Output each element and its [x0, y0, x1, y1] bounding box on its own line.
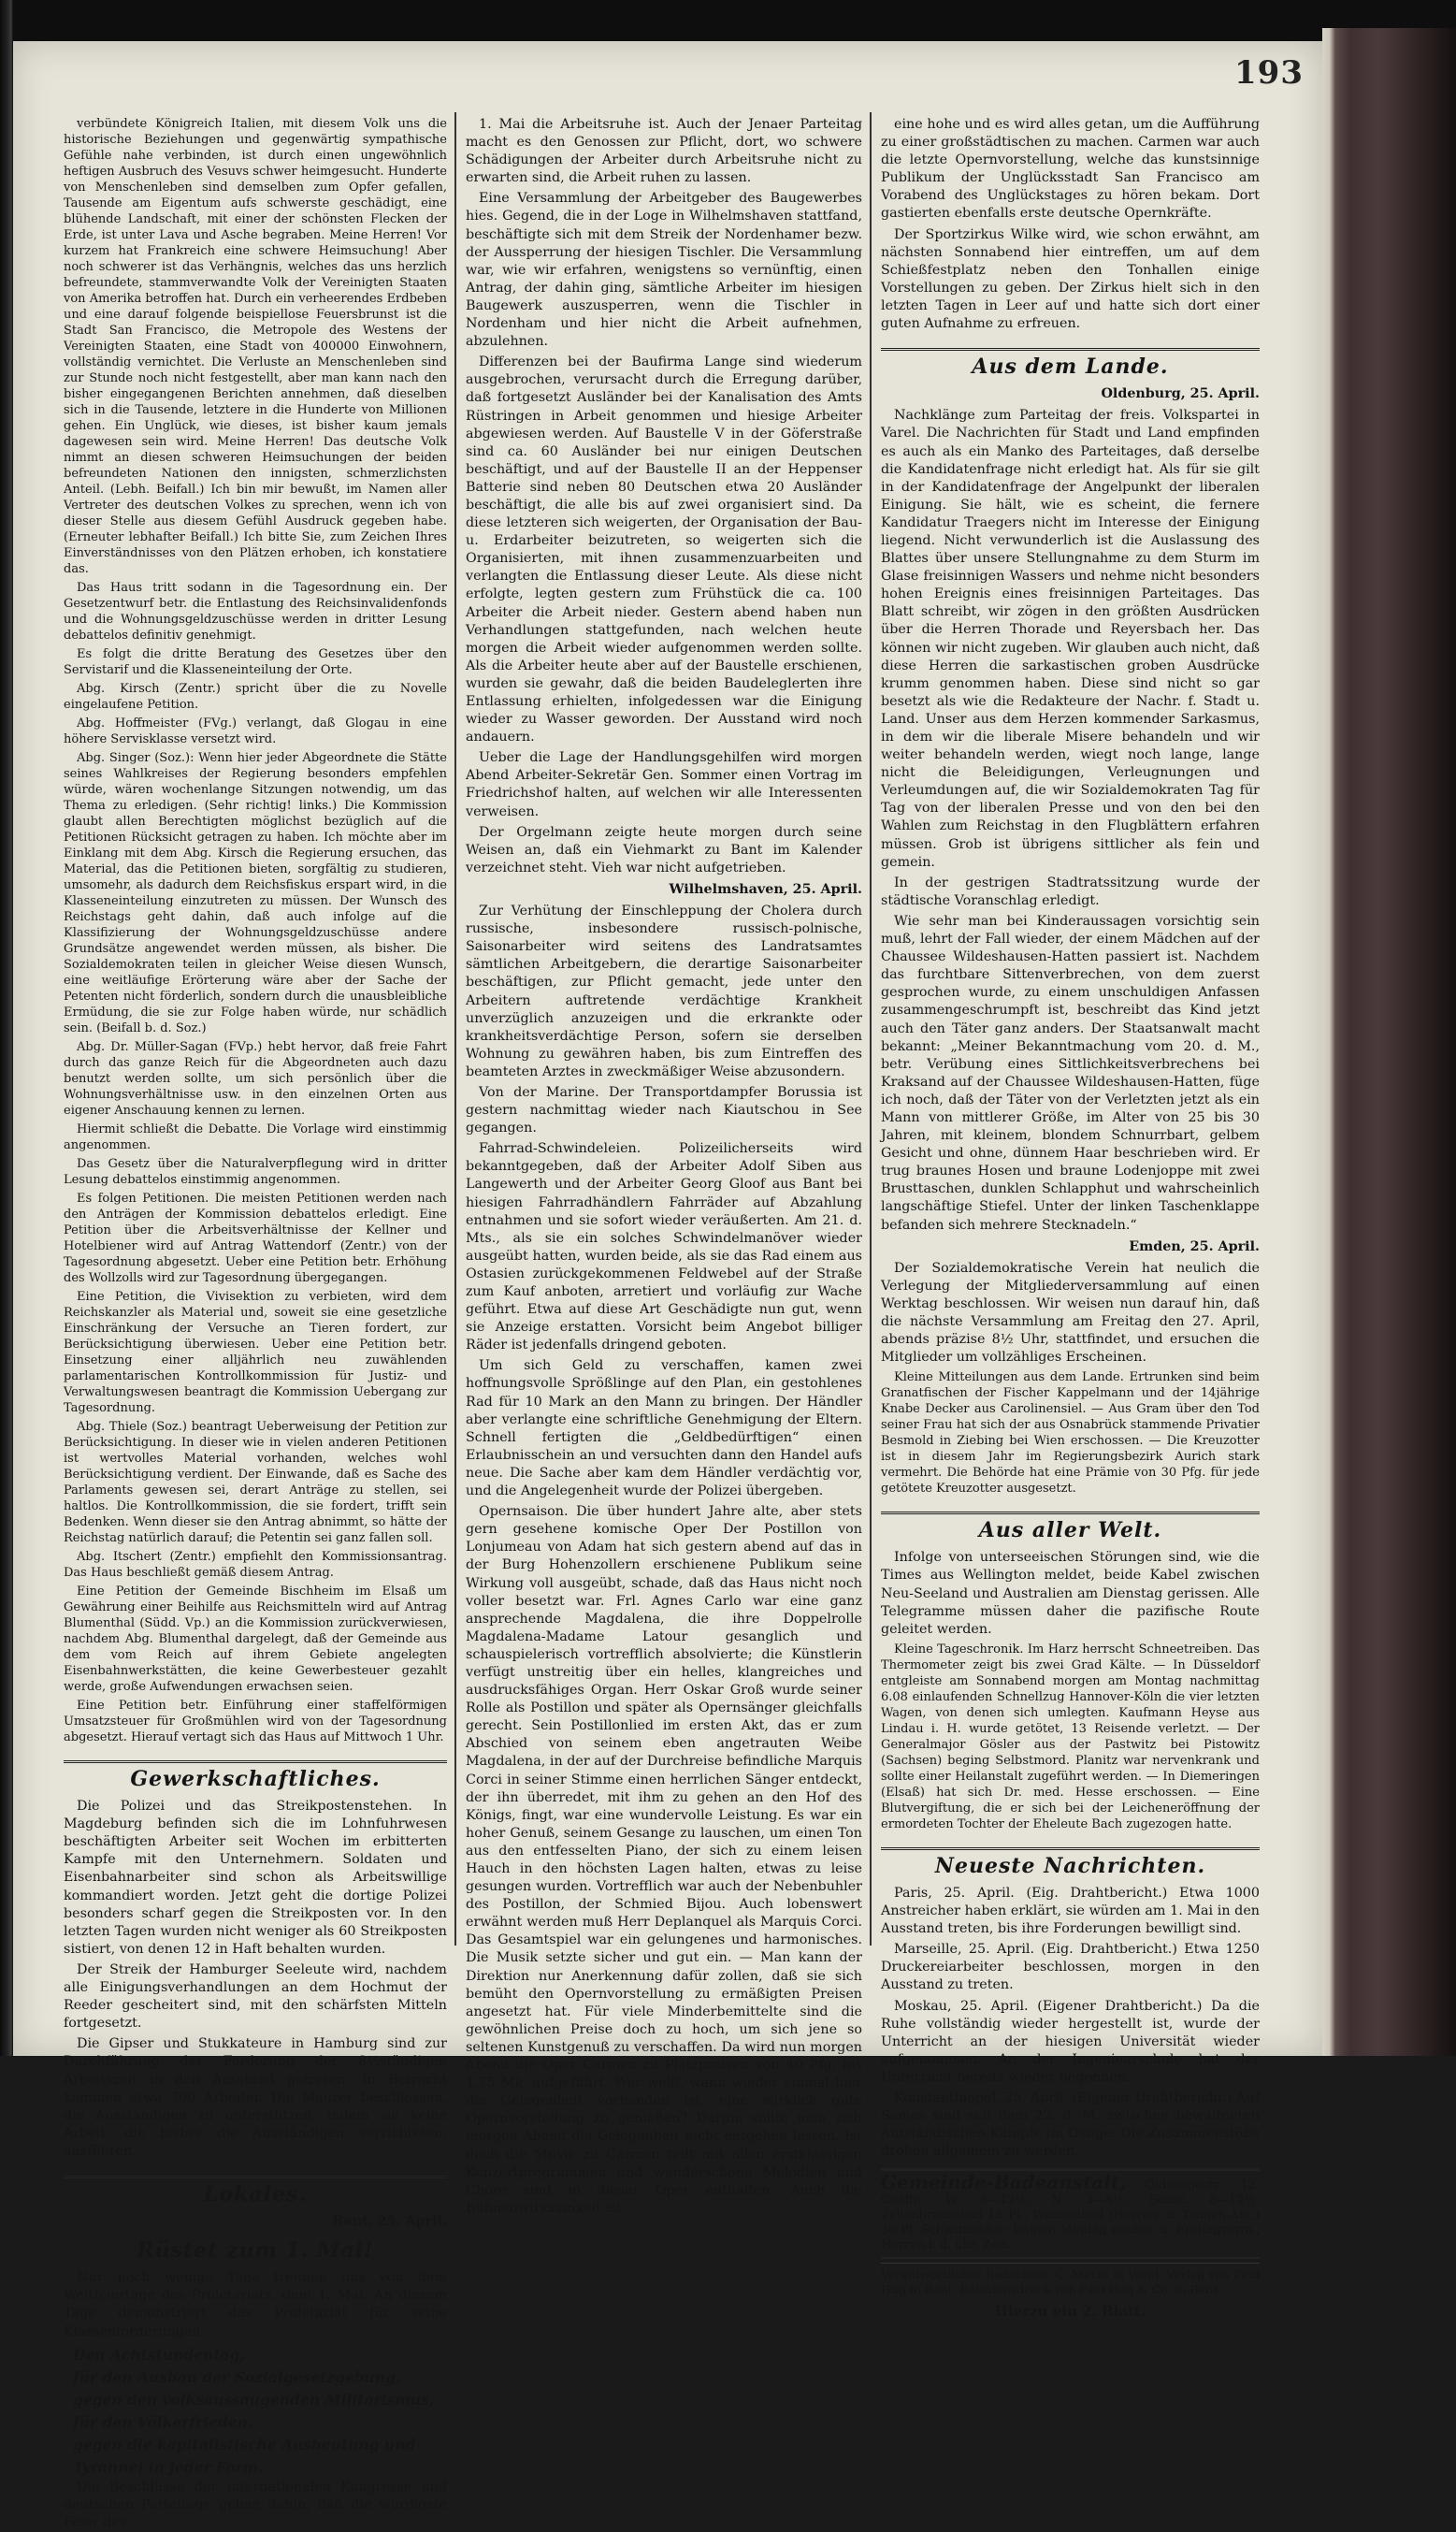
- dateline: Bant, 25. April.: [332, 2214, 447, 2230]
- article-text: Opernsaison. Die über hundert Jahre alte, aber stets gern gesehene komische Oper Der Postillon von Lonjumeau von Adam hat sich gestern abend auf das in der Burg Hohenzollern erschienene Publikum seine Wirkung voll ausgeübt, schade, daß das Haus nicht noch voller besetzt war. Frl. Agnes Carlo war eine ganz ansprechende Magdalena, die ihre Doppelrolle Magdalena-Madame Latour gesanglich und schauspielerisch vortrefflich absolvierte; die Künstlerin verfügt unstreitig über ein helles, klangreiches und ausdrucksfähiges Organ. Herr Oskar Groß wurde seiner Rolle als Postillon und später als Opernsänger gleichfalls gerecht. Sein Postillonlied im ersten Akt, das er zum Abschied von seinem eben angetrauten Weibe Magdalena, in der auf der Durchreise befindliche Marquis Corci in seiner Stimme einen herrlichen Sänger entdeckt, der ihn überredet, mit ihm zu gehen an den Hof des Königs, fingt, war eine wundervolle Leistung. Es war ein hoher Genuß, seinem Gesange zu lauschen, um einen Ton aus den entfesselten Piano, der sich zu einem leisen Hauch in den höchsten Lagen halten, etwas zu leise gesungen wurden. Vortrefflich war auch der Nebenbuhler des Postillon, der Schmied Bijou. Auch lobenswert erwähnt werden muß Herr Deplanquel als Marquis Corci. Das Gesamtspiel war ein gelungenes und harmonisches. Die Musik setzte sicher und gut ein. — Man kann der Direktion nur Anerkennung dafür zollen, daß sie sich bemüht den Opernvorstellung zu ermäßigten Preisen angesetzt hat. Für viele Minderbemittelte sind die gewöhnlichen Preise doch zu hoch, um sich jene so seltenen Kunstgenuß zu verschaffen. Da wird nun morgen Abend die Oper Carmen zu Platzpreisen von 40 Pfg. bis 1,75 Mk. aufgeführt. Wer weiß, wann wieder einmal hier die Gelegenheit vorhanden ist, eine wirklich gute Opernvorstellung zu genießen? Darum sollte man sich morgen Abend die Gelegenheit nicht entgehen lassen. Ist doch die Musik zu Carmen teilt mit allen erstklassigen Konzertprogrammen und wunderschöne Melodien und Chöre sind in dieser Oper enthalten. Auch die Bühnenwirksamkeit ist: [466, 1504, 862, 2216]
- book-binding: [1322, 28, 1456, 2056]
- article-text: Von der Marine. Der Transportdampfer Borussia ist gestern nachmittag wieder nach Kiautschou in See gegangen.: [466, 1084, 862, 1136]
- article-text: Kleine Mitteilungen aus dem Lande. Ertrunken sind beim Granatfischen der Fischer Kappelmann und der 14jährige Knabe Decker aus Carolinensiel. — Aus Gram über den Tod seiner Frau hat sich der aus Osnabrück stammende Privatier Besmold in Ziebing bei Wien erschossen. — Die Kreuzotter ist in diesem Jahr im Regierungsbezirk Aurich stark vermehrt. Die Behörde hat eine Prämie von 30 Pfg. für jede getötete Kreuzotter ausgesetzt.: [881, 1370, 1260, 1497]
- section-heading-neueste-nachrichten: Neueste Nachrichten.: [881, 1847, 1260, 1875]
- dateline: Emden, 25. April.: [1129, 1238, 1260, 1254]
- section-heading-aus-aller-welt: Aus aller Welt.: [881, 1512, 1260, 1540]
- ad-title: Gemeinde-Badeanstalt,: [881, 2171, 1127, 2194]
- article-text: Eine Petition betr. Einführung einer staffelförmigen Umsatzsteuer für Großmühlen wird von der Tagesordnung abgesetzt. Hierauf vertagt sich das Haus auf Mittwoch 1 Uhr.: [64, 1699, 447, 1744]
- article-text: Die Polizei und das Streikpostenstehen. In Magdeburg befinden sich die im Lohnfuhrwesen beschäftigten Arbeiter seit Wochen im erbitterten Kampfe mit den Unternehmern. Soldaten und Eisenbahnarbeiter sind schon als Arbeitswillige kommandiert worden. Jetzt geht die dortige Polizei besonders scharf gegen die Streikposten vor. In den letzten Tagen wurden nicht weniger als 60 Streikposten sistiert, von denen 12 in Haft behalten wurden.: [64, 1799, 447, 1957]
- article-text: Konstantinopel, 25. April. (Eigener Drahtbericht.) Auf Samos sind seit dem 22. d. M. zwischen bewaffneten Aufständischen Kämpfe im Gange. Die Zusammenstöße drohen allgemein zu werden.: [881, 2090, 1260, 2160]
- article-text: Abg. Hoffmeister (FVg.) verlangt, daß Glogau in eine höhere Servisklasse versetzt wird.: [64, 716, 447, 746]
- article-text: Fahrrad-Schwindeleien. Polizeilicherseits wird bekanntgegeben, daß der Arbeiter Adolf Siben aus Langewerth und der Arbeiter Georg Gloof aus Bant bei hiesigen Fahrradhändlern Fahrräder auf Abzahlung entnahmen und sie sofort wieder veräußerten. Am 21. d. Mts., als sie ein solches Schwindelmanöver wieder ausgeübt hatten, wurden beide, als sie das Rad einem aus Ostasien zurückgekommenen Feldwebel auf der Straße zum Kauf anboten, arretiert und vorläufig zur Wache geführt. Etwa auf diese Art Geschädigte nun gut, wenn sie Anzeige erstatten. Vorsicht beim Angebot billiger Räder ist jedenfalls dringend geboten.: [466, 1141, 862, 1353]
- demand-item: gegen die kapitalistische Ausbeutung und: [73, 2435, 416, 2453]
- article-text: verbündete Königreich Italien, mit diesem Volk uns die historische Beziehungen und gegenwärtig sympathische Gefühle nahe verbinden, ist durch einen ungewöhnlich heftigen Ausbruch des Vesuvs schwer heimgesucht. Hunderte von Menschenleben sind demselben zum Opfer gefallen, Tausende am Eigentum aufs schwerste geschädigt, eine blühende Landschaft, mit einer der schönsten Flecken der Erde, ist unter Lava und Asche begraben. Meine Herren! Vor kurzem hat Frankreich eine schwere Heimsuchung! Aber noch schwerer ist das Verhängnis, welches das uns herzlich befreundete, stammverwandte Volk der Vereinigten Staaten von Amerika betroffen hat. Durch ein verheerendes Erdbeben und eine darauf folgende beispiellose Feuersbrunst ist die Stadt San Francisco, die Metropole des Westens der Vereinigten Staaten, eine Stadt von 400000 Einwohnern, vollständig vernichtet. Die Verluste an Menschenleben sind zur Stunde noch nicht festgestellt, aber man kann nach den bisher eingegangenen Berichten annehmen, daß dieselben sich in die Tausende, letztere in die Hunderte von Millionen gehen. Ein Unglück, wie dieses, ist bisher kaum jemals dagewesen sein wird. Meine Herren! Das deutsche Volk nimmt an diesen schweren Heimsuchungen der beiden befreundeten Nationen den innigsten, schmerzlichsten Anteil. (Lebh. Beifall.) Ich bin mir bewußt, im Namen aller Vertreter des deutschen Volkes zu sprechen, wenn ich von dieser Stelle aus diesem Gefühl Ausdruck gegeben habe. (Erneuter lebhafter Beifall.) Ich bitte Sie, zum Zeichen Ihres Einverständnisses von den Plätzen erhoben, ich konstatiere das.: [64, 117, 447, 576]
- dateline: Wilhelmshaven, 25. April.: [669, 881, 862, 897]
- article-text: Abg. Kirsch (Zentr.) spricht über die zu Novelle eingelaufene Petition.: [64, 682, 447, 712]
- demand-item: für den Völkerfrieden,: [73, 2412, 253, 2431]
- demand-item: gegen den volksaussaugenden Militarismus,: [73, 2390, 435, 2409]
- article-text: Eine Petition, die Vivisektion zu verbieten, wird dem Reichskanzler als Material und, soweit sie eine gesetzliche Einschränkung der Versuche an Tieren fordert, zur Berücksichtigung überwiesen. Ueber eine Petition betr. Einsetzung einer alljährlich neu zuwählenden parlamentarischen Kontrollkommission für Justiz- und Verwaltungswesen beantragt die Kommission Uebergang zur Tagesordnung.: [64, 1290, 447, 1415]
- article-text: Der Orgelmann zeigte heute morgen durch seine Weisen an, daß ein Viehmarkt zu Bant im Kalender verzeichnet steht. Vieh war nicht aufgetrieben.: [466, 824, 862, 875]
- section-heading-lokales: Lokales.: [64, 2176, 447, 2204]
- section-heading-aus-dem-lande: Aus dem Lande.: [881, 348, 1260, 376]
- demands-list: [64, 2344, 447, 2479]
- article-text: Abg. Itschert (Zentr.) empfiehlt den Kommissionsantrag. Das Haus beschließt gemäß diesem Antrag.: [64, 1550, 447, 1580]
- column-1: [64, 116, 447, 2530]
- article-text: Nachklänge zum Parteitag der freis. Volkspartei in Varel. Die Nachrichten für Stadt und Land empfinden es auch als ein Manko des Parteitages, daß derselbe die Kandidatenfrage nicht erledigt hat. Als für sie gilt in der Kandidatenfrage der Angelpunkt der liberalen Einigung. Sie hält, wie es scheint, die fernere Kandidatur Traegers nicht im Interesse der Einigung liegend. Nicht verwunderlich ist die Auslassung des Blattes über unsere Stellungnahme zu dem Sturm im Glase freisinnigen Wassers und nehme nicht besonders hohen Ereignis eines freisinnigen Parteitages. Das Blatt schreibt, wir zögen in den größten Ausdrücken über die Herren Thorade und Reyersbach her. Das können wir nicht zugeben. Wir glauben auch nicht, daß diese Herren die sarkastischen groben Ausdrücke krumm genommen haben. Diese sind nicht so gar besetzt als wie die Redakteure der Nachr. f. Stadt u. Land. Unser aus dem Herzen kommender Sarkasmus, in dem wir die liberale Misere behandeln und wir weiter behandeln werden, wiegt noch lange, lange nicht die Beleidigungen, Verleugnungen und Verleumdungen auf, die wir Sozialdemokraten Tag für Tag von der liberalen Presse und von den bei den Wahlen zum Reichstag in den Flugblättern erfahren müssen. Grob ist übrigens sittlicher als fein und gemein.: [881, 408, 1260, 870]
- article-text: Das Gesetz über die Naturalverpflegung wird in dritter Lesung debattelos einstimmig angenommen.: [64, 1157, 447, 1187]
- article-text: Nur noch wenige Tage trennen uns von dem Weltfeiertage des Proletariats, dem 1. Mai. An diesem Tage demonstriert das Proletariat für seine Klassenforderungen: [64, 2270, 447, 2339]
- newspaper-page: [13, 41, 1322, 2530]
- article-text: Die Gipser und Stukkateure in Hamburg sind zur Durchführung der Forderung der 8½stündigen Arbeitszeit in den Ausstand getreten. In Betracht kommen etwa 700 Arbeiter. Die Maurer beschlossen, die Ausständigen zu unterstützen, indem sie keine Arbeit, die bisher die Ausständigen verrichteten, ausführen.: [64, 2036, 447, 2159]
- section-heading-gewerkschaftliches: Gewerkschaftliches.: [64, 1760, 447, 1788]
- article-text: eine hohe und es wird alles getan, um die Aufführung zu einer großstädtischen zu machen. Carmen war auch die letzte Opernvorstellung, welche das kunstsinnige Publikum der Unglücksstadt San Francisco am Vorabend des Unglückstages zu hören bekam. Dort gastierten ebenfalls erste deutsche Opernkräfte.: [881, 117, 1260, 222]
- advertisement-badeanstalt: [881, 2168, 1260, 2259]
- article-text: In der gestrigen Stadtratssitzung wurde der städtische Voranschlag erledigt.: [881, 875, 1260, 908]
- article-text: Hiermit schließt die Debatte. Die Vorlage wird einstimmig angenommen.: [64, 1122, 447, 1152]
- article-text: Abg. Singer (Soz.): Wenn hier jeder Abgeordnete die Stätte seines Wahlkreises der Regierung besonders empfehlen würde, wären wochenlange Sitzungen notwendig, um das Thema zu erledigen. (Sehr richtig! links.) Die Kommission glaubt allen Berechtigten möglichst bezüglich auf die Petitionen Rücksicht getragen zu haben. Ich möchte aber im Einklang mit dem Abg. Kirsch die Regierung ersuchen, das Material, das die Petitionen bieten, sorgfältig zu studieren, umsomehr, als dadurch dem Reichsfiskus erspart wird, in die Klasseneinteilung einzutreten zu müssen. Der Wunsch des Reichstags geht dahin, daß auch infolge auf die Klassifizierung der Wohnungsgeldzuschüsse andere Grundsätze angewendet werden müssen, als bisher. Die Sozialdemokraten teilen in gleicher Weise diesen Wunsch, eine weitläufige Erörterung wäre aber der Sache der Petenten nicht förderlich, sondern durch die unausbleibliche Ermüdung, die sie zur Folge haben würde, nur schädlich sein. (Beifall b. d. Soz.): [64, 751, 447, 1035]
- supplement-note: Hierzu ein 2. Blatt.: [994, 2303, 1146, 2321]
- demand-item: Den Achtstundentag,: [73, 2345, 245, 2364]
- article-text: Die Beschlüsse der internationalen Kongresse und deutschen Parteitage gehen dahin, daß die würdigste Feier des: [64, 2479, 447, 2530]
- article-headline: Rüstet zum 1. Mai!: [137, 2238, 374, 2264]
- article-text: 1. Mai die Arbeitsruhe ist. Auch der Jenaer Parteitag macht es den Genossen zur Pflicht, dort, wo schwere Schädigungen der Arbeiter durch Arbeitsruhe nicht zu erwarten sind, die Arbeit ruhen zu lassen.: [466, 117, 862, 186]
- imprint: Verantwortlicher Redakteur: C. Metze in Varel. Verlag von Paul Hug in Bant. Rotationsdruck von Paul Hug & Co. in Bant.: [881, 2263, 1260, 2297]
- demand-item: Tyrannei in jeder Form.: [73, 2457, 264, 2476]
- article-text: Moskau, 25. April. (Eigener Drahtbericht.) Da die Ruhe vollständig wieder hergestellt ist, wurde der Unterricht an der hiesigen Universität wieder aufgenommen. An der Ingenieurschule hat der Unterricht bereits wieder begonnen.: [881, 1998, 1260, 2085]
- demand-item: für den Ausbau der Sozialgesetzgebung,: [73, 2367, 401, 2386]
- column-2: [466, 116, 862, 2216]
- article-text: Eine Petition der Gemeinde Bischheim im Elsaß um Gewährung einer Beihilfe aus Reichsmitteln wird auf Antrag Blumenthal (Südd. Vp.) an die Kommission zurückverwiesen, nachdem Abg. Blumenthal dargelegt, daß der Gemeinde aus dem vom Reich auf ihrem Gebiete angelegten Eisenbahnwerkstätten, die keine Gewerbesteuer gezahlt werde, große Aufwendungen erwachsen seien.: [64, 1584, 447, 1694]
- article-text: Wie sehr man bei Kinderaussagen vorsichtig sein muß, lehrt der Fall wieder, der einem Mädchen auf der Chaussee Wildeshausen-Hatten passiert ist. Nachdem das furchtbare Sittenverbrechen, von dem zuerst gesprochen wurde, zu einem unschuldigen Anfassen zusammengeschrumpft ist, beschreibt das Kind jetzt auch den Täter ganz anders. Der Staatsanwalt macht bekannt: „Meiner Bekanntmachung vom 20. d. M., betr. Verübung eines Sittlichkeitsverbrechens bei Kraksand auf der Chaussee Wildeshausen-Hatten, füge ich noch, daß der Täter von der Verletzten jetzt als ein Mann von mittlerer Größe, im Alter von 25 bis 30 Jahren, mit kleinem, blondem Schnurrbart, gelbem Gesicht und ohne, dünnem Haar beschrieben wird. Er trug braunes Hosen und braune Lodenjoppe mit zwei Brusttaschen, dunklen Schlapphut und wahrscheinlich langschäftige Stiefel. Unter der linken Taschenklappe befanden sich mehrere Stecknadeln.“: [881, 913, 1260, 1233]
- column-rule: [454, 112, 456, 1946]
- article-text: Marseille, 25. April. (Eig. Drahtbericht.) Etwa 1250 Druckereiarbeiter beschlossen, morgen in den Ausstand zu treten.: [881, 1942, 1260, 1993]
- article-text: Es folgt die dritte Beratung des Gesetzes über den Servistarif und die Klasseneinteilung der Orte.: [64, 647, 447, 677]
- article-text: Infolge von unterseeischen Störungen sind, wie die Times aus Wellington meldet, beide Kabel zwischen Neu-Seeland und Australien am Dienstag gerissen. Alle Telegramme müssen daher die pazifische Route geleitet werden.: [881, 1550, 1260, 1637]
- article-text: Paris, 25. April. (Eig. Drahtbericht.) Etwa 1000 Anstreicher haben erklärt, sie würden am 1. Mai in den Ausstand treten, bis ihre Forderungen bewilligt sind.: [881, 1885, 1260, 1937]
- article-text: Der Sozialdemokratische Verein hat neulich die Verlegung der Mitgliederversammlung auf einen Werktag beschlossen. Wir weisen nun darauf hin, daß die nächste Versammlung am Freitag den 27. April, abends präzise 8½ Uhr, stattfindet, und ersuchen die Mitglieder um vollzähliges Erscheinen.: [881, 1260, 1260, 1366]
- article-text: Um sich Geld zu verschaffen, kamen zwei hoffnungsvolle Sprößlinge auf den Plan, ein gestohlenes Rad für 10 Mark an den Mann zu bringen. Der Händler aber verlangte eine schriftliche Genehmigung der Eltern. Schnell fertigten die „Geldbedürftigen“ einen Erlaubnisschein an und versuchten dann den Handel aufs neue. Die Sache aber kam dem Händler verdächtig vor, und die Angelegenheit wurde der Polizei übergeben.: [466, 1358, 862, 1499]
- article-text: Es folgen Petitionen. Die meisten Petitionen werden nach den Anträgen der Kommission debattelos erledigt. Eine Petition über die Arbeitsverhältnisse der Kellner und Hotelbiener wird auf Antrag Wattendorf (Zentr.) von der Tagesordnung abgesetzt. Ueber eine Petition betr. Erhöhung des Wollzolls wird zur Tagesordnung übergegangen.: [64, 1192, 447, 1285]
- article-text: Abg. Thiele (Soz.) beantragt Ueberweisung der Petition zur Berücksichtigung. In dieser wie in vielen anderen Petitionen ist wertvolles Material vorhanden, welches wohl Berücksichtigung verdient. Der Einwande, daß es Sache des Parlaments gewesen sei, derart Anträge zu stellen, sei haltlos. Die Kontrollkommission, die sie fordert, trifft sein Bedenken. Wenn dieser sie den Antrag abnimmt, so hätte der Reichstag natürlich darauf; die Petentin sei ganz fallen soll.: [64, 1420, 447, 1545]
- article-text: Kleine Tageschronik. Im Harz herrscht Schneetreiben. Das Thermometer zeigt bis zwei Grad Kälte. — In Düsseldorf entgleiste am Sonnabend morgen am Montag nachmittag 6.08 einlaufenden Schnellzug Hannover-Köln die vier letzten Wagen, von denen sich umlegten. Kaufmann Heyse aus Lindau i. H. wurde getötet, 13 Reisende verletzt. — Der Generalmajor Gösler aus der Pastwitz bei Pistowitz (Sachsen) beging Selbstmord. Planitz war nervenkrank und sollte einer Heilanstalt zugeführt werden. — In Diemeringen (Elsaß) hat sich Dr. med. Hesse erschossen. — Eine Blutvergiftung, die er sich bei der Leicheneröffnung der ermordeten Tochter der Eheleute Bach zugezogen hatte.: [881, 1642, 1260, 1831]
- article-text: Ueber die Lage der Handlungsgehilfen wird morgen Abend Arbeiter-Sekretär Gen. Sommer einen Vortrag im Friedrichshof halten, auf welchen wir alle Interessenten verweisen.: [466, 750, 862, 819]
- article-text: Der Sportzirkus Wilke wird, wie schon erwähnt, am nächsten Sonnabend hier eintreffen, um auf dem Schießfestplatz neben den Tonhallen einige Vorstellungen zu geben. Der Zirkus hielt sich in den letzten Tagen in Leer auf und hatte sich dort einer guten Aufnahme zu erfreuen.: [881, 226, 1260, 332]
- page-number: 193: [1234, 54, 1304, 92]
- ad-text: Oldeoogestr. 12. Geöffn. W. 8—12½, N. 3—8½, Sonnt. 8—12½. Zellenbrausebad 15 Pf., Wannenbad (Herren- u. Damen-Abt.) 30 Pf. Schwitzbäder: Damen Montag nachm. u. Freitagvorm., Herren i. d. übr. Zeit.: [881, 2178, 1260, 2253]
- dateline: Oldenburg, 25. April.: [1101, 386, 1260, 402]
- column-rule: [870, 112, 872, 1946]
- article-text: Abg. Dr. Müller-Sagan (FVp.) hebt hervor, daß freie Fahrt durch das ganze Reich für die Abgeordneten auch dazu benutzt werden sollte, um sich persönlich über die Wohnungsverhältnisse usw. in den einzelnen Orten aus eigener Anschauung kennen zu lernen.: [64, 1040, 447, 1118]
- article-text: Das Haus tritt sodann in die Tagesordnung ein. Der Gesetzentwurf betr. die Entlastung des Reichsinvalidenfonds und die Wohnungsgeldzuschüsse werden in dritter Lesung debattelos definitiv genehmigt.: [64, 581, 447, 643]
- article-text: Differenzen bei der Baufirma Lange sind wiederum ausgebrochen, verursacht durch die Erregung darüber, daß fortgesetzt Ausländer bei der Kanalisation des Amts Rüstringen in Arbeit genommen und hiesige Arbeiter abgewiesen werden. Auf Baustelle V in der Göferstraße sind ca. 60 Ausländer bei nur einigen Deutschen beschäftigt, und auf der Baustelle II an der Heppenser Batterie sind neben 80 Deutschen etwa 20 Ausländer beschäftigt, die alle bis auf zwei organisiert sind. Da diese letzteren sich weigerten, der Organisation der Bau- u. Erdarbeiter beizutreten, so weigerten sich die Organisierten, mit ihnen zusammenzuarbeiten und verlangten die Entlassung dieser Leute. Als diese nicht erfolgte, legten gestern zum Frühstück die ca. 100 Arbeiter die Arbeit nieder. Gestern abend haben nun Verhandlungen stattgefunden, nach welchen heute morgen die Arbeit wieder aufgenommen werden sollte. Als die Arbeiter heute aber auf der Baustelle erschienen, wurden sie gewahr, daß die beiden Baudeleglerten ihre Entlassung erhielten, infolgedessen war die Einigung wieder zu Wasser geworden. Der Ausstand wird noch andauern.: [466, 354, 862, 745]
- article-text: Der Streik der Hamburger Seeleute wird, nachdem alle Einigungsverhandlungen an dem Hochmut der Reeder gescheitert sind, mit den schärfsten Mitteln fortgesetzt.: [64, 1961, 447, 2032]
- article-text: Zur Verhütung der Einschleppung der Cholera durch russische, insbesondere russisch-polnische, Saisonarbeiter wird seitens des Landratsamtes sämtlichen Arbeitgebern, die derartige Saisonarbeiter beschäftigen, zur Pflicht gemacht, jede unter den Arbeitern auftretende verdächtige Krankheit unverzüglich anzuzeigen und die erkrankte oder krankheitsverdächtige Person, sofern sie derselben Wohnung zu gewähren haben, bis zum Eintreffen des beamteten Arztes in zweckmäßiger Weise abzusondern.: [466, 904, 862, 1079]
- article-text: Eine Versammlung der Arbeitgeber des Baugewerbes hies. Gegend, die in der Loge in Wilhelmshaven stattfand, beschäftigte sich mit dem Streik der Nordenhamer bezw. der Aussperrung der hiesigen Tischler. Die Versammlung war, wie wir erfahren, wenigstens so vernünftig, einen Antrag, der dahin ging, sämtliche Arbeiter im hiesigen Baugewerk auszusperren, wenn die Tischler in Nordenham und hier nicht die Arbeit aufnehmen, abzulehnen.: [466, 191, 862, 350]
- column-3: [881, 116, 1260, 2321]
